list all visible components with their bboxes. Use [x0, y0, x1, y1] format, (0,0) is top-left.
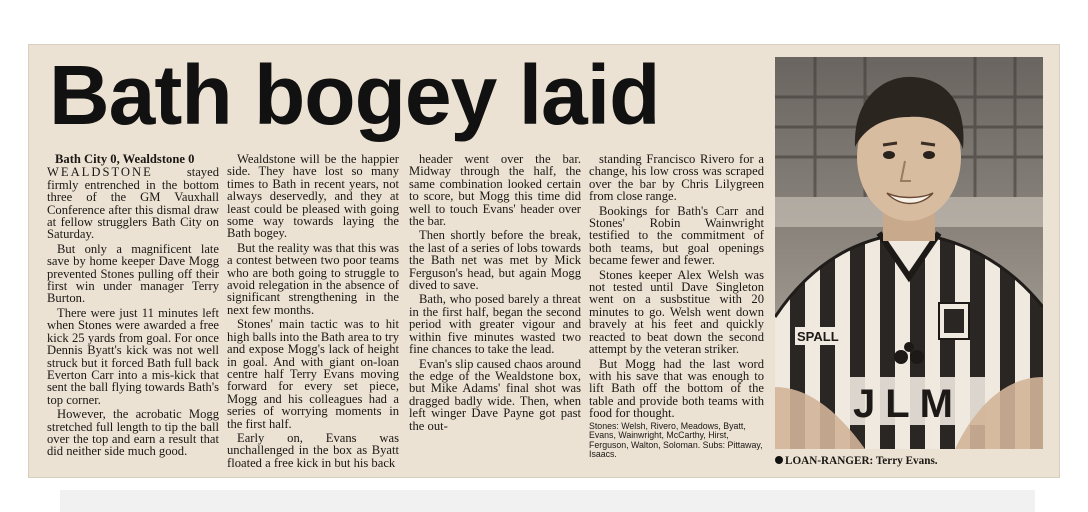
paragraph: Stones' main tactic was to hit high balls into the Bath area to try and expose Mogg's lack of height in goal. And with giant on-loan centre half Terry Evans moving forward for every set piece, Mogg and his colleagues had a series of worrying moments in the first half. — [227, 317, 399, 431]
paragraph: Evan's slip caused chaos around the edge of the Wealdstone box, but Mike Adams' final shot was dragged badly wide. Then, when left winger Dave Payne got past the out- — [409, 356, 581, 433]
paragraph: Wealdstone will be the happier side. They have lost so many times to Bath in recent years, not always deservedly, and they at least could be pleased with going some way towards laying the Bath bogey. — [227, 152, 399, 241]
paragraph: standing Francisco Rivero for a change, his low cross was scraped over the bar by Chris Lilygreen from close range. — [589, 152, 764, 204]
headline: Bath bogey laid — [49, 48, 660, 142]
paragraph: Bookings for Bath's Carr and Stones' Robin Wainwright testified to the commitment of both teams, but goal openings became fewer and fewer. — [589, 203, 764, 268]
bullet-icon — [775, 456, 783, 464]
paragraph: But only a magnificent late save by home keeper Dave Mogg prevented Stones pulling off their first win under manager Terry Burton. — [47, 241, 219, 306]
player-photo — [775, 57, 1043, 449]
article-column-3 — [409, 153, 581, 434]
paragraph: There were just 11 minutes left when Stones were awarded a free kick 25 yards from goal. For once Dennis Byatt's kick was not well struck but it forced Bath full back Everton Carr into a mis-kick that sent the ball flying towards Bath's top corner. — [47, 305, 219, 407]
scan-bottom-strip — [60, 490, 1035, 512]
match-result: Bath City 0, Wealdstone 0 — [55, 152, 195, 166]
shirt-brand-text: SPALL — [797, 329, 839, 344]
shirt-sponsor-text: JLM — [853, 382, 963, 426]
paragraph: Stones keeper Alex Welsh was not tested until Dave Singleton went on a susbstitue with 20 minutes to go. Welsh went down bravely at his feet and quickly reacted to beat down the second attempt by the veteran striker. — [589, 267, 764, 357]
paragraph: But the reality was that this was a contest between two poor teams who are both going to struggle to avoid relegation in the absence of significant strengthening in the next few months. — [227, 240, 399, 317]
paragraph: But Mogg had the last word with his save that was enough to lift Bath off the bottom of the table and provide both teams with food for thought. — [589, 356, 764, 421]
paragraph: Bath, who posed barely a threat in the first half, began the second period with greater vigour and within five minutes wasted two fine chances to take the lead. — [409, 292, 581, 357]
team-lineup: Stones: Welsh, Rivero, Meadows, Byatt, Evans, Wainwright, McCarthy, Hirst, Ferguson, Walton, Soloman. Subs: Pittaway, Isaacs. — [589, 420, 763, 460]
article-column-2 — [227, 153, 399, 471]
paragraph: Then shortly before the break, the last of a series of lobs towards the Bath net was met by Mick Ferguson's head, but again Mogg dived to save. — [409, 228, 581, 293]
article-column-4 — [589, 153, 764, 462]
player-portrait-image — [775, 57, 1043, 449]
paragraph: Early on, Evans was unchallenged in the box as Byatt floated a free kick in but his back — [227, 430, 399, 470]
photo-caption: LOAN-RANGER: Terry Evans. — [775, 455, 1043, 467]
article-column-1 — [47, 153, 219, 460]
paragraph: header went over the bar. Midway through the half, the same combination looked certain to score, but Mogg this time did well to touch Evans' header over the bar. — [409, 152, 581, 229]
paragraph: However, the acrobatic Mogg stretched full length to tip the ball over the top and earn a result that did neither side much good. — [47, 407, 219, 459]
newspaper-clipping — [28, 44, 1060, 478]
lead-paragraph: WEALDSTONE stayed firmly entrenched in the bottom three of the GM Vauxhall Conference after this dismal draw at fellow strugglers Bath City on Saturday. — [47, 165, 219, 242]
